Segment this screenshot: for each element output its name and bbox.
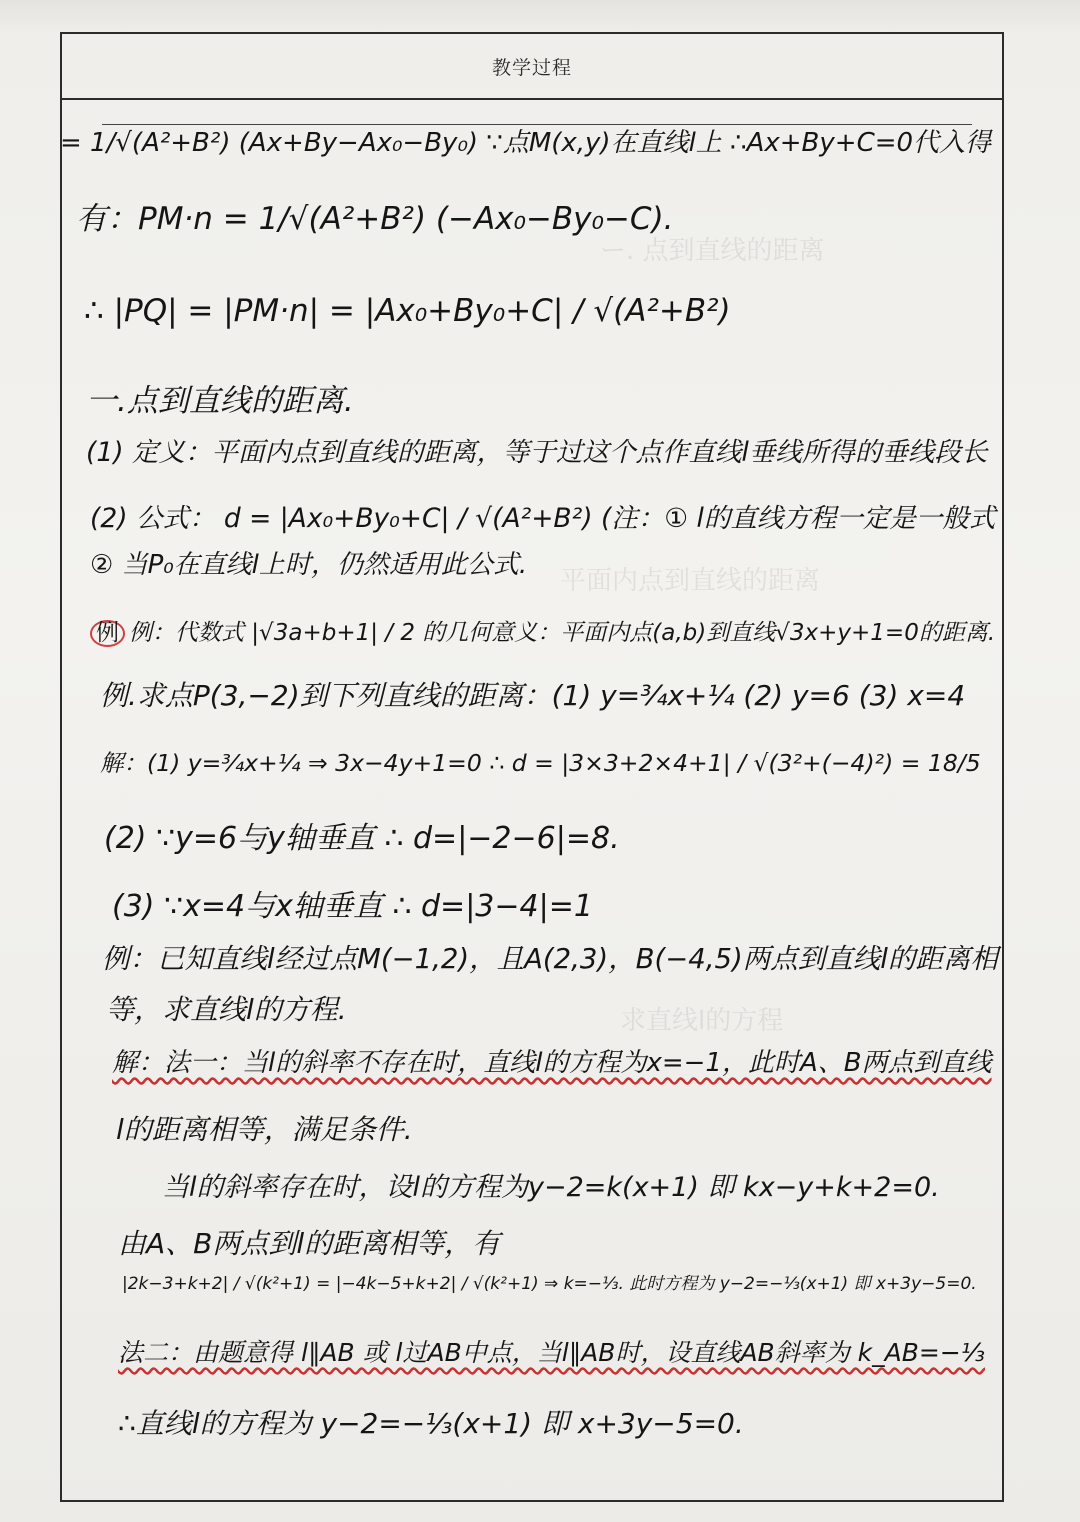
line-derivation-2: 有：PM·n = 1/√(A²+B²) (−Ax₀−By₀−C). (76, 201, 674, 237)
header-title: 教学过程 (491, 56, 572, 79)
line-derivation-1: = 1/√(A²+B²) (Ax+By−Ax₀−By₀) ∵点M(x,y)在直线l上 ∴Ax+By+C=0代入得 (60, 128, 992, 158)
example-circle-mark: 例 (90, 620, 125, 647)
line-method-2b: ∴直线l的方程为 y−2=−⅓(x+1) 即 x+3y−5=0. (118, 1407, 744, 1440)
bleed-through-text: 求直线l的方程 (620, 1006, 784, 1036)
example-1-text: 例：代数式 |√3a+b+1| / 2 的几何意义：平面内点(a,b)到直线√3x+y+1=0的距离. (129, 620, 996, 646)
line-example-1 (90, 620, 995, 647)
line-solution-1: 解：(1) y=¾x+¼ ⇒ 3x−4y+1=0 ∴ d = |3×3+2×4+1| / √(3²+(−4)²) = 18/5 (100, 749, 981, 777)
line-method-1e: |2k−3+k+2| / √(k²+1) = |−4k−5+k+2| / √(k²+1) ⇒ k=−⅓. 此时方程为 y−2=−⅓(x+1) 即 x+3y−5=0. (122, 1274, 977, 1294)
method-1-text: 解：法一：当l的斜率不存在时，直线l的方程为x=−1，此时A、B两点到直线 (112, 1048, 992, 1078)
line-formula-note: ② 当P₀在直线l上时，仍然适用此公式. (90, 550, 528, 580)
table-header-row (62, 34, 1002, 100)
line-method-1b: l的距离相等，满足条件. (116, 1113, 413, 1146)
bleed-through-text: 平面内点到直线的距离 (560, 566, 821, 596)
line-definition: (1) 定义：平面内点到直线的距离，等于过这个点作直线l垂线所得的垂线段长 (86, 437, 988, 468)
line-method-2a (118, 1340, 985, 1365)
line-method-1c: 当l的斜率存在时，设l的方程为y−2=k(x+1) 即 kx−y+k+2=0. (162, 1172, 940, 1203)
section-heading: 一.点到直线的距离. (86, 383, 354, 419)
line-method-1d: 由A、B两点到l的距离相等，有 (118, 1227, 501, 1260)
line-example-3b: 等，求直线l的方程. (106, 993, 347, 1026)
line-formula: (2) 公式： d = |Ax₀+By₀+C| / √(A²+B²) (注：① l的直线方程一定是一般式 (90, 503, 996, 534)
line-example-2: 例.求点P(3,−2)到下列直线的距离：(1) y=¾x+¼ (2) y=6 (3) x=4 (100, 679, 966, 712)
line-derivation-3: ∴ |PQ| = |PM·n| = |Ax₀+By₀+C| / √(A²+B²) (84, 293, 731, 329)
paper-top-edge (0, 0, 1080, 32)
bleed-through-text: ー. 点到直线的距离 (600, 236, 825, 266)
lesson-table (60, 32, 1004, 1502)
line-solution-3: (3) ∵x=4与x轴垂直 ∴ d=|3−4|=1 (112, 889, 593, 924)
header-divider (102, 124, 972, 125)
line-example-3a: 例：已知直线l经过点M(−1,2)，且A(2,3)，B(−4,5)两点到直线l的距离相 (102, 943, 998, 975)
method-2-text: 法二：由题意得 l∥AB 或 l过AB中点，当l∥AB时，设直线AB斜率为 k_AB=−⅓ (118, 1338, 985, 1367)
line-solution-2: (2) ∵y=6与y轴垂直 ∴ d=|−2−6|=8. (104, 821, 620, 856)
line-method-1a (112, 1050, 992, 1076)
